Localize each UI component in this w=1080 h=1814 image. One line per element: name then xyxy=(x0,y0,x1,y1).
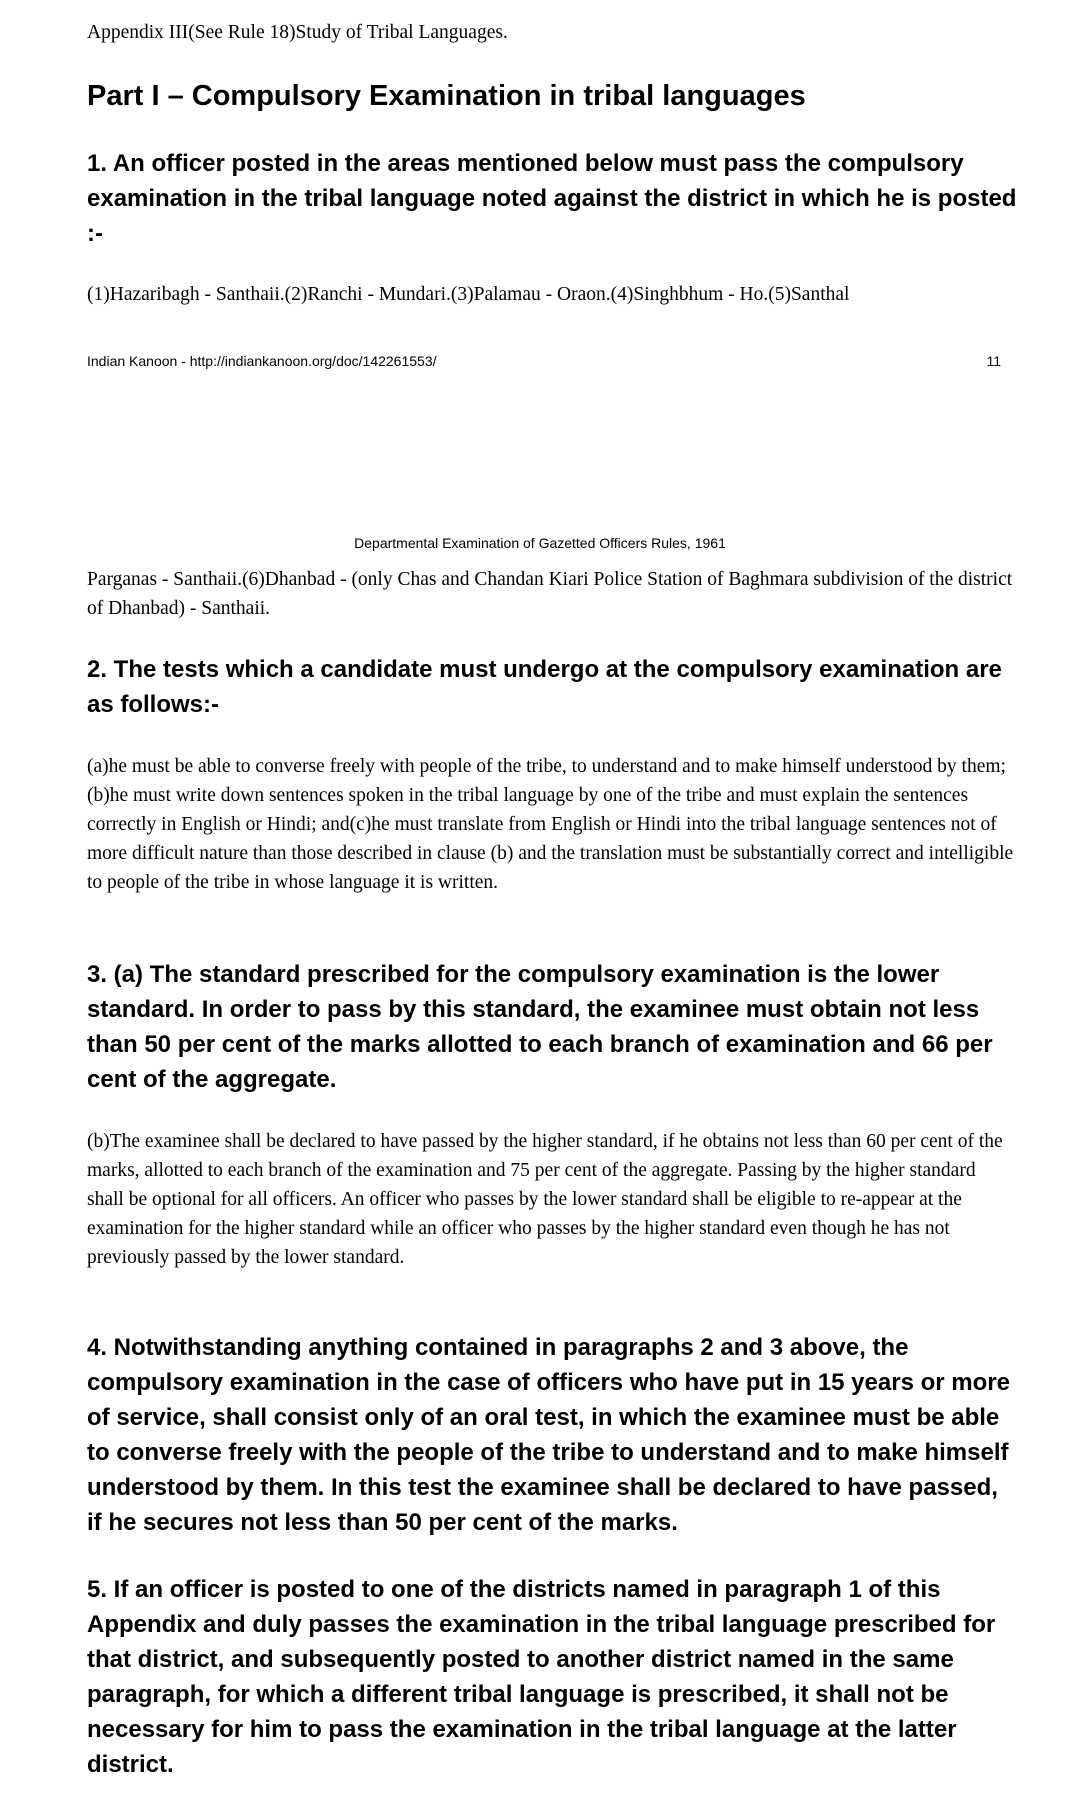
running-header: Departmental Examination of Gazetted Officers Rules, 1961 xyxy=(354,535,726,551)
part-heading: Part I – Compulsory Examination in tribal languages xyxy=(87,80,806,112)
paragraph-1-text-part1: (1)Hazaribagh - Santhaii.(2)Ranchi - Mundari.(3)Palamau - Oraon.(4)Singhbhum - Ho.(5)Santhal xyxy=(87,284,850,305)
paragraph-5-heading: 5. If an officer is posted to one of the districts named in paragraph 1 of this Appendix and duly passes the examination in the tribal language prescribed for that district, and subsequently posted to another district named in the same paragraph, for which a different tribal language is prescribed, it shall not be necessary for him to pass the examination in the tribal language at the latter district. xyxy=(87,1576,996,1778)
paragraph-3-text: (b)The examinee shall be declared to have passed by the higher standard, if he obtains not less than 60 per cent of the marks, allotted to each branch of the examination and 75 per cent of the aggregate. Passing by the higher standard shall be optional for all officers. An officer who passes by the lower standard shall be eligible to re-appear at the examination for the higher standard while an officer who passes by the higher standard even though he has not previously passed by the lower standard. xyxy=(87,1131,1003,1268)
paragraph-3-heading: 3. (a) The standard prescribed for the compulsory examination is the lower standard. In order to pass by this standard, the examinee must obtain not less than 50 per cent of the marks allotted to each branch of examination and 66 per cent of the aggregate. xyxy=(87,961,993,1093)
paragraph-1-text-part2: Parganas - Santhaii.(6)Dhanbad - (only Chas and Chandan Kiari Police Station of Baghmara subdivision of the district of Dhanbad) - Santhaii. xyxy=(87,569,1013,619)
footer-page-number: 11 xyxy=(986,353,1001,369)
appendix-title: Appendix III(See Rule 18)Study of Tribal Languages. xyxy=(87,22,508,43)
paragraph-1-heading: 1. An officer posted in the areas mentioned below must pass the compulsory examination in the tribal language noted against the district in which he is posted :- xyxy=(87,150,1017,247)
paragraph-4-heading: 4. Notwithstanding anything contained in paragraphs 2 and 3 above, the compulsory examination in the case of officers who have put in 15 years or more of service, shall consist only of an oral test, in which the examinee must be able to converse freely with the people of the tribe to understand and to make himself understood by them. In this test the examinee shall be declared to have passed, if he secures not less than 50 per cent of the marks. xyxy=(87,1334,1010,1536)
footer-source: Indian Kanoon - http://indiankanoon.org/doc/142261553/ xyxy=(87,353,437,369)
paragraph-2-text: (a)he must be able to converse freely with people of the tribe, to understand and to make himself understood by them;(b)he must write down sentences spoken in the tribal language by one of the tribe and must explain the sentences correctly in English or Hindi; and(c)he must translate from English or Hindi into the tribal language sentences not of more difficult nature than those described in clause (b) and the translation must be substantially correct and intelligible to people of the tribe in whose language it is written. xyxy=(87,756,1014,893)
paragraph-2-heading: 2. The tests which a candidate must undergo at the compulsory examination are as follows:- xyxy=(87,656,1002,718)
